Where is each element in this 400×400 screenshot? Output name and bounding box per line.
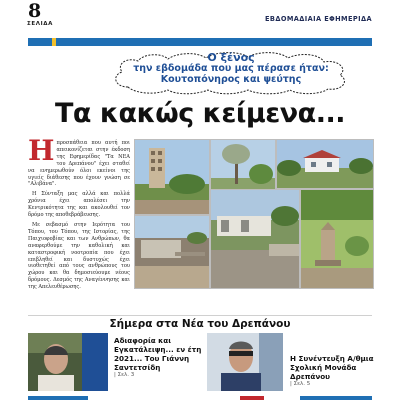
article-paragraph: Ηπροσπάθεια που αυτή ποι απεικονίζεται στην έκδοση της Εφημερίδας "Τα ΝΕΑ του Δρεπάνου" έχει σταθεί να ενημερωθούν όλοι εκείνοι της υγιείς διάθεσης που έχουν γνώση σε "Αλιβάνα". (28, 134, 130, 188)
article-photo-house (276, 139, 374, 189)
article-paragraph: Με σεβασμό στην Ιερότητα του Τόπου, του Τόπου, της Ιστορίας, της Παιχιοφοβίας και των Ανθρώπων, θα αναφερθούμε την καθολική και καταστροφική νοοτροπία που έχει επιβληθεί και δυστυχώς έχει υιοθετηθεί από τους ανθρώπους του χώρου και θα δημοσιεύουμε νέους δρόμους. Δεσμός της Αναγέννησης και της Απελευθέρωσης. (28, 221, 130, 291)
header-bar-accent (52, 38, 56, 46)
promo-2-title[interactable]: Η Συνέντευξη Α/θμια Σχολική Μονάδα Δρεπάνου (290, 354, 374, 381)
cloud-callout-text (116, 52, 346, 86)
footer-strip-left (28, 396, 88, 400)
promo-photo-1 (28, 333, 82, 391)
cloud-line-2: την εβδομάδα που μας πέρασε ήταν: (133, 63, 329, 75)
article-headline: Τα κακώς κείμενα... (55, 98, 345, 129)
article-photo-ruins (134, 215, 210, 289)
promo-1-page: | Σελ. 3 (114, 372, 135, 378)
footer-strip-mid (240, 396, 264, 400)
promo-1-title[interactable]: Αδιαφορία και Εγκατάλειψη... εν έτη 2021... Του Γιάννη Σαντετσίδη (114, 336, 202, 372)
promo-2-page: | Σελ. 5 (290, 381, 311, 387)
article-photo-building (134, 139, 210, 215)
promo-2[interactable] (290, 354, 376, 387)
masthead: ΕΒΔΟΜΑΔΙΑΙΑ ΕΦΗΜΕΡΙΔΑ (264, 15, 372, 23)
article-photo-monument (300, 189, 374, 289)
cloud-line-3: Κουτοπόνηρος και ψεύτης (160, 74, 302, 86)
article-photo-wall (210, 189, 300, 289)
page-number: 8 (28, 0, 42, 22)
cloud-line-1: Ο ξένος (207, 51, 255, 64)
promo-photo-2 (207, 333, 283, 391)
page-label: ΣΕΛΙΔΑ (27, 21, 53, 27)
footer-strip-right (300, 396, 372, 400)
section-divider (28, 315, 372, 316)
section-title-today: Σήμερα στα Νέα του Δρεπάνου (109, 318, 291, 330)
header-bar (28, 38, 372, 46)
promo-1[interactable] (114, 336, 210, 378)
article-paragraph: Η Σύνταξη μας αλλά και πολλά χρόνια έχει απολέσει την Κεντρικότητα της και ακολουθεί τον δρόμο της αποθεβράβευσης. (28, 191, 130, 219)
promo-accent-1 (82, 333, 108, 391)
drop-cap: Η (28, 134, 55, 167)
article-body (28, 134, 130, 294)
